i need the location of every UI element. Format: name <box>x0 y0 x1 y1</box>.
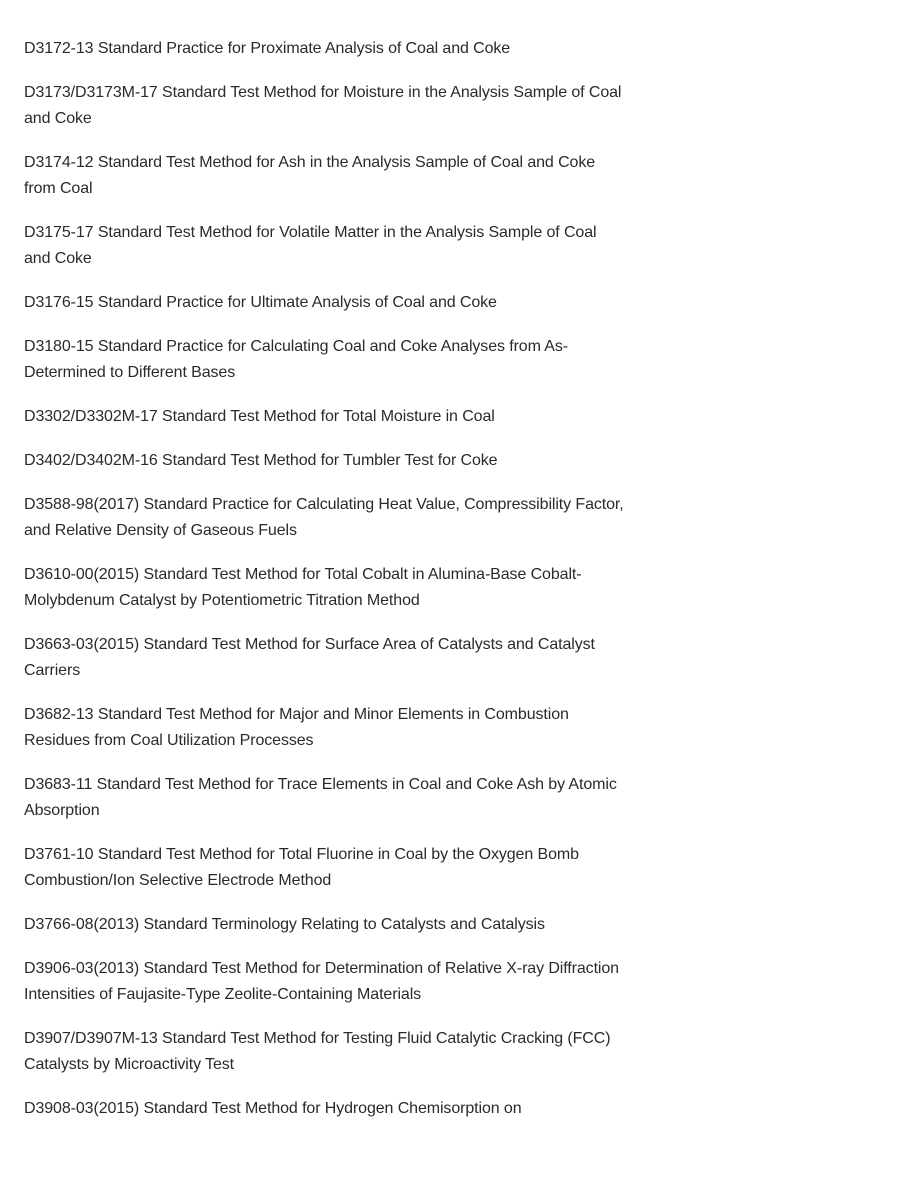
standard-entry: D3683-11 Standard Test Method for Trace Elements in Coal and Coke Ash by Atomic Absorption <box>24 776 617 819</box>
standard-entry: D3172-13 Standard Practice for Proximate Analysis of Coal and Coke <box>24 40 511 57</box>
standards-list <box>24 36 624 1140</box>
standard-entry: D3761-10 Standard Test Method for Total Fluorine in Coal by the Oxygen Bomb Combustion/Ion Selective Electrode Method <box>24 846 579 889</box>
standard-entry: D3907/D3907M-13 Standard Test Method for Testing Fluid Catalytic Cracking (FCC) Catalysts by Microactivity Test <box>24 1030 611 1073</box>
standard-entry: D3908-03(2015) Standard Test Method for Hydrogen Chemisorption on <box>24 1100 522 1117</box>
standard-entry: D3175-17 Standard Test Method for Volatile Matter in the Analysis Sample of Coal and Coke <box>24 224 597 267</box>
standard-entry: D3173/D3173M-17 Standard Test Method for Moisture in the Analysis Sample of Coal and Coke <box>24 84 622 127</box>
standard-entry: D3682-13 Standard Test Method for Major and Minor Elements in Combustion Residues from Coal Utilization Processes <box>24 706 569 749</box>
standard-entry: D3663-03(2015) Standard Test Method for Surface Area of Catalysts and Catalyst Carriers <box>24 636 595 679</box>
standard-entry: D3766-08(2013) Standard Terminology Relating to Catalysts and Catalysis <box>24 916 545 933</box>
standard-entry: D3302/D3302M-17 Standard Test Method for Total Moisture in Coal <box>24 408 495 425</box>
standard-entry: D3180-15 Standard Practice for Calculating Coal and Coke Analyses from As-Determined to Different Bases <box>24 338 568 381</box>
standard-entry: D3174-12 Standard Test Method for Ash in the Analysis Sample of Coal and Coke from Coal <box>24 154 596 197</box>
standard-entry: D3906-03(2013) Standard Test Method for Determination of Relative X-ray Diffraction Intensities of Faujasite-Type Zeolite-Containing Materials <box>24 960 619 1003</box>
standard-entry: D3588-98(2017) Standard Practice for Calculating Heat Value, Compressibility Factor, and Relative Density of Gaseous Fuels <box>24 496 624 539</box>
standard-entry: D3610-00(2015) Standard Test Method for Total Cobalt in Alumina-Base Cobalt-Molybdenum Catalyst by Potentiometric Titration Method <box>24 566 582 609</box>
standard-entry: D3176-15 Standard Practice for Ultimate Analysis of Coal and Coke <box>24 294 497 311</box>
standard-entry: D3402/D3402M-16 Standard Test Method for Tumbler Test for Coke <box>24 452 498 469</box>
